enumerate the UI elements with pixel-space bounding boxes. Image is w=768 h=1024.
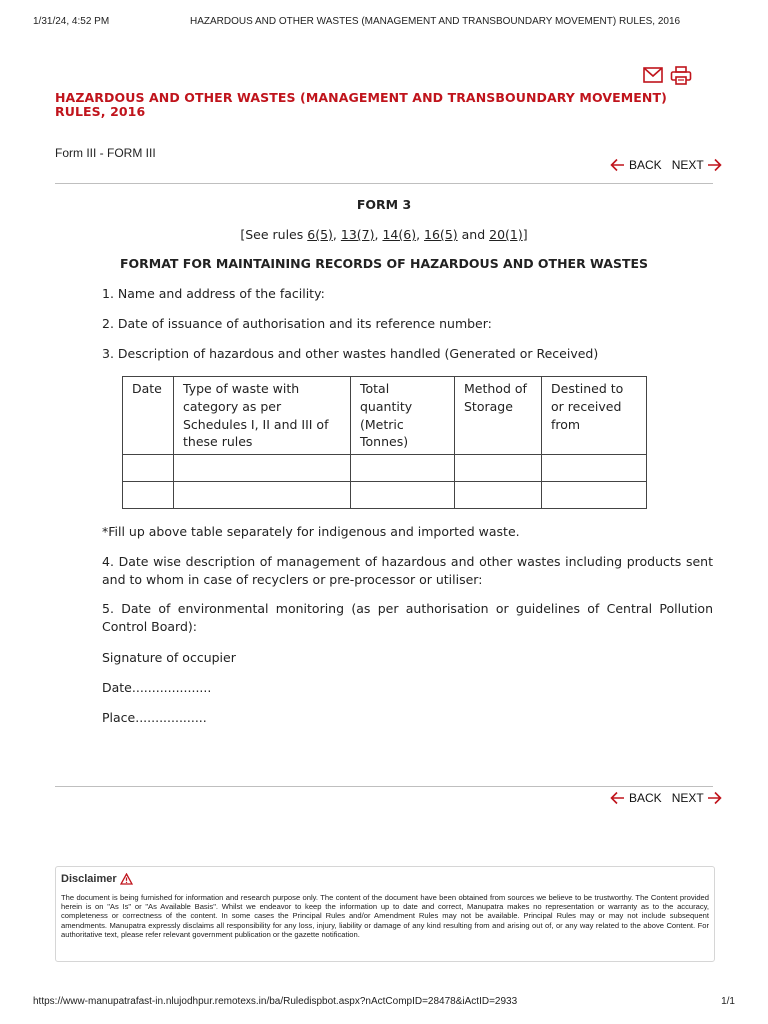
table-cell xyxy=(542,482,647,509)
rule-link[interactable]: 20(1) xyxy=(489,227,523,242)
top-nav xyxy=(610,158,722,172)
bottom-nav xyxy=(610,791,722,805)
column-header: Total quantity (Metric Tonnes) xyxy=(351,377,455,455)
rule-sep: , xyxy=(416,227,425,242)
print-title: HAZARDOUS AND OTHER WASTES (MANAGEMENT AND TRANSBOUNDARY MOVEMENT) RULES, 2016 xyxy=(190,16,681,27)
back-button[interactable] xyxy=(610,158,662,172)
disclaimer-body: The document is being furnished for information and research purpose only. The content of the document have been obtained from sources we believe to be trustworthy. The Content provided herein is on "As Is" or "As Available Basis". Whilst we endeavor to keep the information up to date and correct, Manupatra makes no representation or warranty as to the accuracy, completeness or correctness of the content. In some cases the Principal Rules and/or Amendment Rules may not be available. Principal Rules may or may not include subsequent amendments. Manupatra expressly disclaims all responsibility for any loss, injury, liability or damage of any kind resulting from and arising out of, or any way related to the above Content. For authoritative text, please refer relevant government publication or the gazette notification. xyxy=(61,893,709,939)
rule-link[interactable]: 14(6) xyxy=(382,227,417,242)
signature-line: Signature of occupier xyxy=(102,650,236,665)
table-cell xyxy=(351,482,455,509)
document-title: HAZARDOUS AND OTHER WASTES (MANAGEMENT AND TRANSBOUNDARY MOVEMENT) RULES, 2016 xyxy=(55,90,667,119)
back-label: BACK xyxy=(629,158,662,172)
rule-link[interactable]: 6(5) xyxy=(307,227,333,242)
rule-link[interactable]: 13(7) xyxy=(340,227,375,242)
print-timestamp: 1/31/24, 4:52 PM xyxy=(33,16,110,27)
item-5: 5. Date of environmental monitoring (as per authorisation or guidelines of Central Pollution Control Board): xyxy=(102,601,713,634)
mail-icon[interactable] xyxy=(642,66,664,86)
rule-sep: , xyxy=(374,227,383,242)
see-rules-line xyxy=(55,227,713,242)
page-number: 1/1 xyxy=(721,996,735,1007)
table-note: *Fill up above table separately for indigenous and imported waste. xyxy=(102,524,520,539)
page-url: https://www-manupatrafast-in.nlujodhpur.remotexs.in/ba/Ruledispbot.aspx?nActCompID=28478&iActID=2933 xyxy=(33,996,518,1007)
divider-top xyxy=(55,183,713,184)
rule-link[interactable]: 16(5) xyxy=(424,227,458,242)
rule-sep: , xyxy=(332,227,341,242)
disclaimer-heading xyxy=(61,873,709,885)
form-label: Form III - FORM III xyxy=(55,146,156,160)
date-line: Date.................... xyxy=(102,680,212,695)
table-cell xyxy=(123,455,174,482)
column-header: Destined to or received from xyxy=(542,377,647,455)
arrow-left-icon xyxy=(610,158,625,172)
back-label: BACK xyxy=(629,791,662,805)
form-heading: FORM 3 xyxy=(356,197,412,212)
next-button[interactable] xyxy=(672,791,722,805)
item-2: 2. Date of issuance of authorisation and its reference number: xyxy=(102,316,492,331)
back-button[interactable] xyxy=(610,791,662,805)
arrow-right-icon xyxy=(707,158,722,172)
table-cell xyxy=(123,482,174,509)
table-cell xyxy=(542,455,647,482)
table-row xyxy=(123,455,647,482)
place-line: Place.................. xyxy=(102,710,207,725)
column-header: Date xyxy=(123,377,174,455)
next-label: NEXT xyxy=(671,158,704,172)
next-button[interactable] xyxy=(672,158,722,172)
rule-and: and xyxy=(457,227,490,242)
divider-bottom xyxy=(55,786,713,787)
disclaimer-heading-text: Disclaimer xyxy=(61,873,117,885)
table-cell xyxy=(455,482,542,509)
column-header: Method of Storage xyxy=(455,377,542,455)
print-footer xyxy=(33,996,735,1007)
table-row xyxy=(123,482,647,509)
next-label: NEXT xyxy=(671,791,704,805)
print-icon[interactable] xyxy=(670,66,692,86)
table-cell xyxy=(174,482,351,509)
arrow-right-icon xyxy=(707,791,722,805)
table-cell xyxy=(455,455,542,482)
table-cell xyxy=(351,455,455,482)
disclaimer-box xyxy=(55,866,715,962)
table-cell xyxy=(174,455,351,482)
waste-records-table xyxy=(122,376,647,509)
form-subheading: FORMAT FOR MAINTAINING RECORDS OF HAZARDOUS AND OTHER WASTES xyxy=(119,256,649,271)
item-4: 4. Date wise description of management of hazardous and other wastes including products sent and to whom in case of recyclers or pre-processor or utiliser: xyxy=(102,554,713,587)
item-1: 1. Name and address of the facility: xyxy=(102,286,325,301)
table-header-row xyxy=(123,377,647,455)
item-3: 3. Description of hazardous and other wastes handled (Generated or Received) xyxy=(102,346,599,361)
see-rules-suffix: ] xyxy=(522,227,528,242)
toolbar-icons xyxy=(642,66,692,86)
column-header: Type of waste with category as per Schedules I, II and III of these rules xyxy=(174,377,351,455)
warning-icon xyxy=(120,873,133,885)
arrow-left-icon xyxy=(610,791,625,805)
see-rules-prefix: [See rules xyxy=(240,227,308,242)
